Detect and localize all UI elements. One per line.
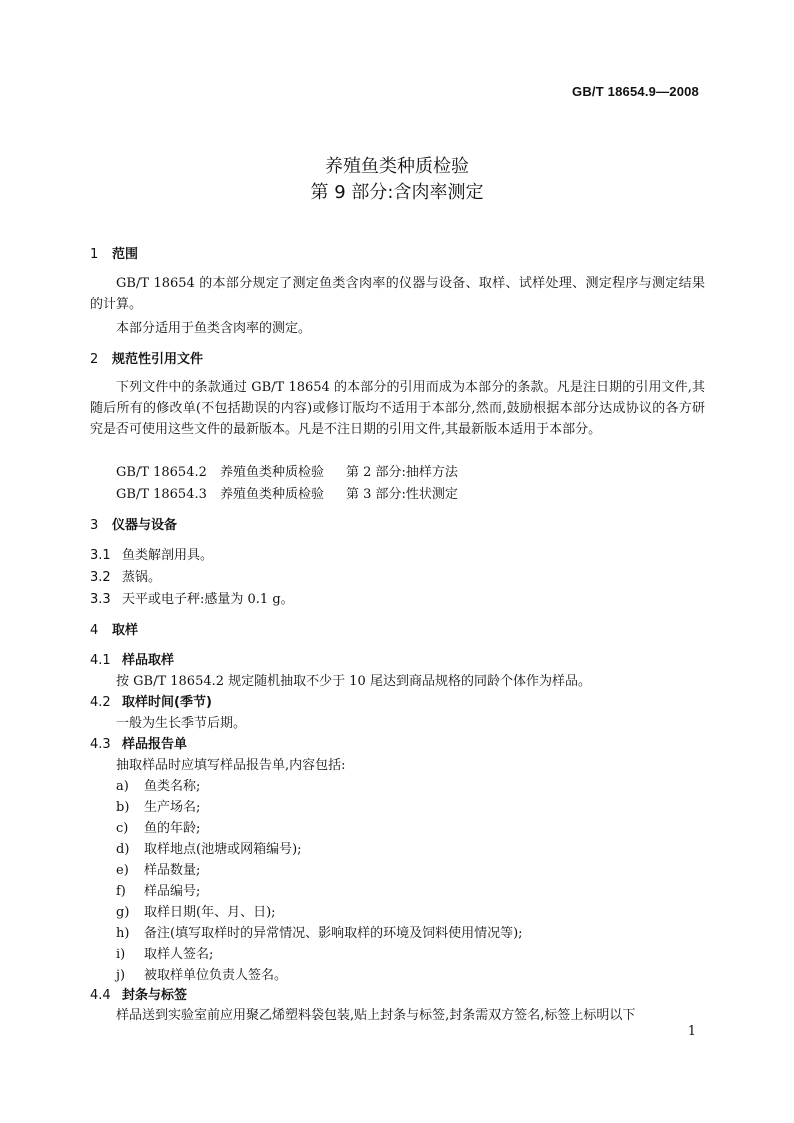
list-text: 样品编号; (144, 884, 201, 899)
list-text: 取样日期(年、月、日); (144, 905, 276, 920)
list-label: f) (116, 884, 126, 899)
clause-title: 样品取样 (122, 653, 175, 668)
clause-title: 封条与标签 (122, 988, 188, 1003)
list-text: 备注(填写取样时的异常情况、影响取样的环境及饲料使用情况等); (144, 926, 523, 941)
clause-number: 3.2 (90, 570, 111, 585)
page-number: 1 (687, 1024, 696, 1039)
clause-text: 鱼类解剖用具。 (122, 548, 214, 563)
reference-name: 养殖鱼类种质检验 (220, 487, 325, 502)
document-title: 养殖鱼类种质检验 (325, 156, 469, 177)
reference-code: GB/T 18654.2 (116, 465, 207, 480)
clause-3-2 (90, 566, 161, 585)
list-label: a) (116, 779, 129, 794)
list-label: d) (116, 842, 130, 857)
clause-number: 3.1 (90, 548, 111, 563)
reference-part: 第 3 部分:性状测定 (346, 487, 458, 502)
list-text: 生产场名; (144, 800, 201, 815)
section-number: 4 (90, 623, 99, 638)
clause-4-3-heading (90, 733, 187, 752)
clause-text: 天平或电子秤:感量为 0.1 g。 (122, 592, 294, 607)
list-label: b) (116, 800, 130, 815)
clause-number: 4.2 (90, 695, 111, 710)
clause-4-3-intro: 抽取样品时应填写样品报告单,内容包括: (116, 758, 346, 773)
clause-4-2-heading (90, 691, 212, 710)
clause-title: 取样时间(季节) (122, 695, 212, 710)
reference-part: 第 2 部分:抽样方法 (346, 465, 458, 480)
clause-number: 4.1 (90, 653, 111, 668)
list-text: 样品数量; (144, 863, 201, 878)
section-4-heading (90, 619, 138, 638)
section-1-heading (90, 243, 138, 262)
list-label: h) (116, 926, 130, 941)
reference-code: GB/T 18654.3 (116, 487, 207, 502)
clause-3-3 (90, 588, 294, 607)
list-item (116, 859, 200, 878)
clause-number: 3.3 (90, 592, 111, 607)
reference-name: 养殖鱼类种质检验 (220, 465, 325, 480)
clause-4-2-text: 一般为生长季节后期。 (116, 716, 247, 731)
section-title: 规范性引用文件 (112, 352, 204, 367)
scope-applicability: 本部分适用于鱼类含肉率的测定。 (116, 321, 312, 336)
reference-item (116, 461, 458, 480)
standard-code: GB/T 18654.9—2008 (572, 84, 699, 99)
normative-references-paragraph: 下列文件中的条款通过 GB/T 18654 的本部分的引用而成为本部分的条款。凡是注日期的引用文件,其随后所有的修改单(不包括勘误的内容)或修订版均不适用于本部分,然而,鼓励根据本部分达成协议的各方研究是否可使用这些文件的最新版本。凡是不注日期的引用文件,其最新版本适用于本部分。 (90, 380, 705, 437)
clause-text: 蒸锅。 (122, 570, 162, 585)
list-text: 取样地点(池塘或网箱编号); (144, 842, 302, 857)
clause-4-4-text: 样品送到实验室前应用聚乙烯塑料袋包装,贴上封条与标签,封条需双方签名,标签上标明以下 (116, 1008, 636, 1023)
list-item (116, 838, 302, 857)
section-3-heading (90, 514, 177, 533)
list-item (116, 775, 200, 794)
list-item (116, 880, 200, 899)
scope-paragraph: GB/T 18654 的本部分规定了测定鱼类含肉率的仪器与设备、取样、试样处理、测定程序与测定结果的计算。 (90, 276, 705, 312)
list-label: g) (116, 905, 130, 920)
list-item (116, 922, 523, 941)
document-subtitle: 第 9 部分:含肉率测定 (310, 182, 484, 203)
list-label: c) (116, 821, 129, 836)
list-label: e) (116, 863, 129, 878)
list-label: j) (116, 968, 126, 983)
list-text: 鱼类名称; (144, 779, 201, 794)
reference-item (116, 483, 458, 502)
section-title: 范围 (112, 247, 139, 262)
clause-number: 4.3 (90, 737, 111, 752)
list-item (116, 796, 200, 815)
section-title: 仪器与设备 (112, 518, 178, 533)
section-number: 3 (90, 518, 99, 533)
list-text: 取样人签名; (144, 947, 214, 962)
section-2-heading (90, 348, 203, 367)
list-item (116, 943, 213, 962)
list-item (116, 964, 287, 983)
clause-4-1-text: 按 GB/T 18654.2 规定随机抽取不少于 10 尾达到商品规格的同龄个体作为样品。 (116, 674, 591, 689)
list-item (116, 901, 276, 920)
clause-number: 4.4 (90, 988, 111, 1003)
section-title: 取样 (112, 623, 139, 638)
list-text: 鱼的年龄; (144, 821, 201, 836)
clause-4-4-heading (90, 984, 187, 1003)
section-number: 1 (90, 247, 99, 262)
list-text: 被取样单位负责人签名。 (144, 968, 288, 983)
list-label: i) (116, 947, 126, 962)
clause-3-1 (90, 544, 213, 563)
clause-title: 样品报告单 (122, 737, 188, 752)
list-item (116, 817, 200, 836)
clause-4-1-heading (90, 649, 174, 668)
section-number: 2 (90, 352, 99, 367)
